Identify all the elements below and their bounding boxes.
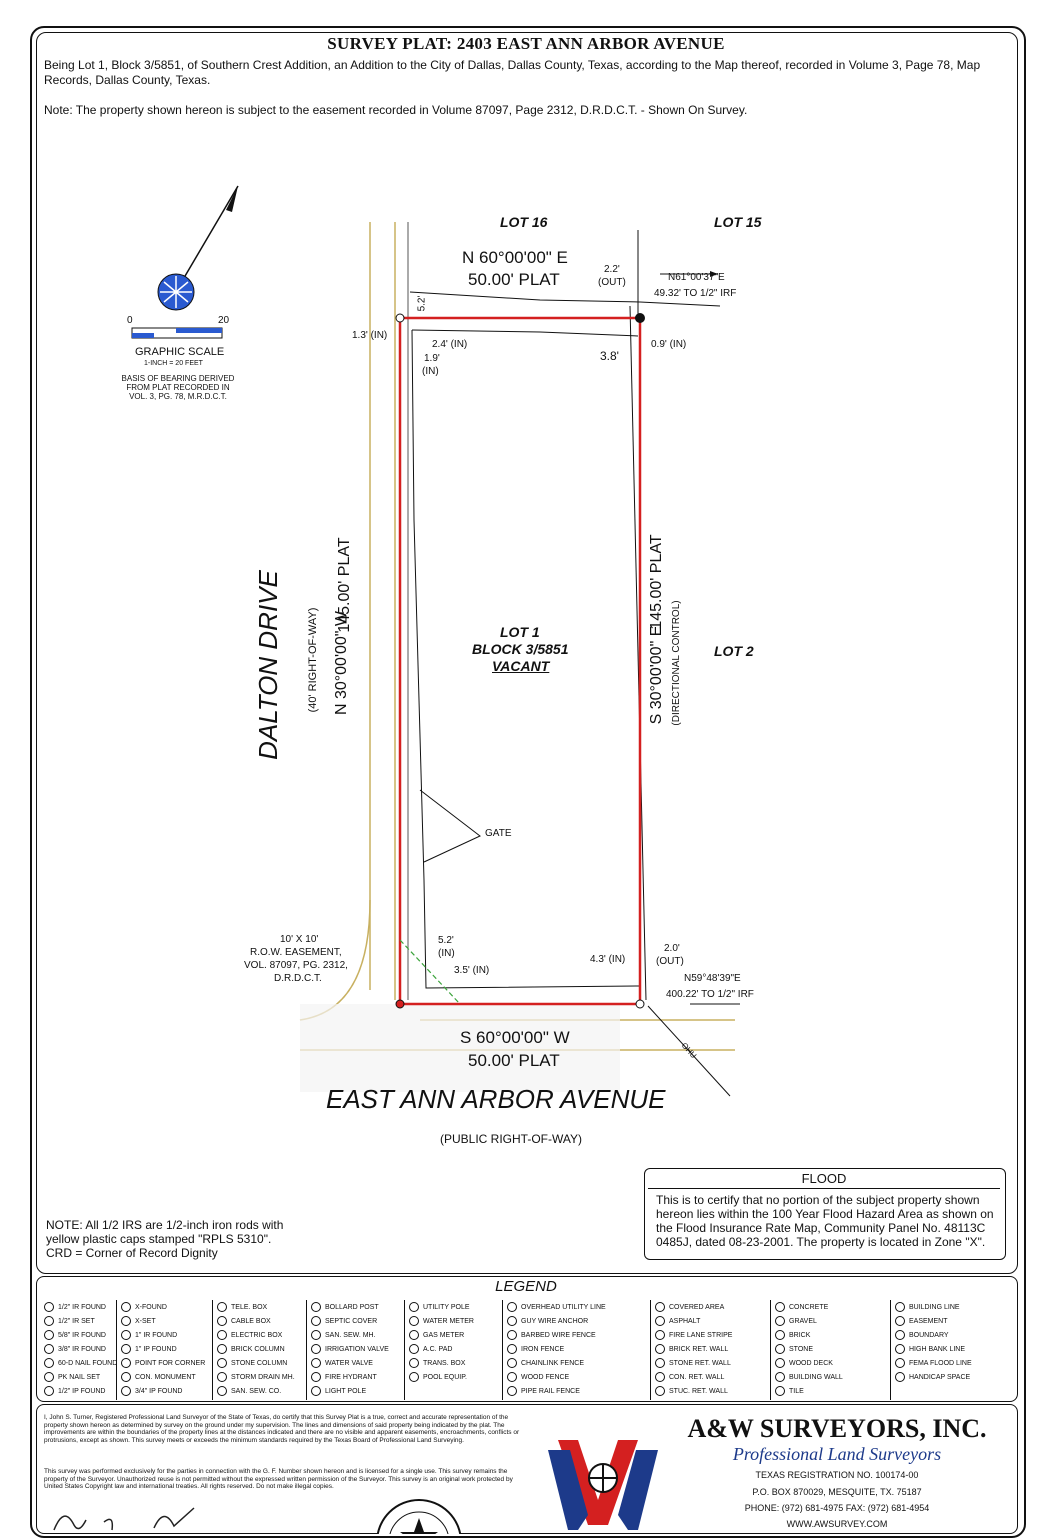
legend-item-label: GAS METER bbox=[423, 1331, 465, 1339]
dim-5-2-bot-in: (IN) bbox=[438, 948, 455, 959]
legend-item-label: HIGH BANK LINE bbox=[909, 1345, 966, 1353]
legend-item-label: BRICK COLUMN bbox=[231, 1345, 285, 1353]
legend-item-label: IRON FENCE bbox=[521, 1345, 565, 1353]
legend-symbol-icon bbox=[44, 1316, 54, 1326]
legend-item bbox=[311, 1372, 377, 1382]
legend-item-label: 1/2" IR SET bbox=[58, 1317, 95, 1325]
legend-item bbox=[895, 1372, 970, 1382]
legend-item bbox=[121, 1344, 177, 1354]
legend-symbol-icon bbox=[655, 1316, 665, 1326]
legend-symbol-icon bbox=[655, 1372, 665, 1382]
legend-symbol-icon bbox=[44, 1330, 54, 1340]
legend-item-label: STONE RET. WALL bbox=[669, 1359, 731, 1367]
easement-note: Note: The property shown hereon is subject to the easement recorded in Volume 87097, Page 2312, D.R.D.C.T. - Shown On Survey. bbox=[44, 103, 748, 117]
legend-item-label: WATER METER bbox=[423, 1317, 474, 1325]
legend-symbol-icon bbox=[409, 1302, 419, 1312]
north-arrow-icon bbox=[158, 186, 238, 310]
legend-symbol-icon bbox=[895, 1330, 905, 1340]
legend-item bbox=[311, 1316, 377, 1326]
flood-heading: FLOOD bbox=[648, 1171, 1000, 1189]
legend-item bbox=[507, 1302, 606, 1312]
legend-item-label: STONE bbox=[789, 1345, 813, 1353]
scale-label: GRAPHIC SCALE bbox=[135, 346, 225, 358]
legend-symbol-icon bbox=[775, 1344, 785, 1354]
dim-2-4-in: 2.4' (IN) bbox=[432, 339, 468, 350]
legend-symbol-icon bbox=[775, 1302, 785, 1312]
ohu-label: OHU bbox=[679, 1040, 699, 1061]
legend-item-label: BUILDING LINE bbox=[909, 1303, 960, 1311]
legend-item-label: 5/8" IR FOUND bbox=[58, 1331, 106, 1339]
legend-item-label: 1/2" IR FOUND bbox=[58, 1303, 106, 1311]
firm-registration: TEXAS REGISTRATION NO. 100174-00 bbox=[755, 1470, 919, 1480]
firm-phone: PHONE: (972) 681-4975 FAX: (972) 681-4954 bbox=[744, 1503, 930, 1513]
legend-item bbox=[507, 1344, 564, 1354]
legend-symbol-icon bbox=[409, 1372, 419, 1382]
legend-symbol-icon bbox=[44, 1302, 54, 1312]
legend-item-label: HANDICAP SPACE bbox=[909, 1373, 971, 1381]
firm-address: P.O. BOX 870029, MESQUITE, TX. 75187 bbox=[752, 1487, 922, 1497]
legend-item bbox=[507, 1386, 580, 1396]
legend-item bbox=[507, 1330, 596, 1340]
legend-symbol-icon bbox=[775, 1316, 785, 1326]
legend-item bbox=[655, 1330, 732, 1340]
legend-item bbox=[775, 1330, 810, 1340]
ne-tie-distance: 49.32' TO 1/2" IRF bbox=[654, 288, 737, 299]
legend-item-label: WATER VALVE bbox=[325, 1359, 373, 1367]
legend-item bbox=[775, 1316, 817, 1326]
legend-item-label: GRAVEL bbox=[789, 1317, 817, 1325]
legend-symbol-icon bbox=[217, 1358, 227, 1368]
legal-description: Being Lot 1, Block 3/5851, of Southern Crest Addition, an Addition to the City of Dallas, Dallas County, Texas, according to the Map thereof, recorded in Volume 3, Page 78, Map Records, Dallas County, Texas. bbox=[44, 58, 981, 87]
legend-item-label: SAN. SEW. CO. bbox=[231, 1387, 282, 1395]
legend-item bbox=[895, 1302, 960, 1312]
legend-item bbox=[311, 1330, 376, 1340]
legend-item bbox=[655, 1302, 724, 1312]
legend-symbol-icon bbox=[507, 1302, 517, 1312]
legend-symbol-icon bbox=[409, 1330, 419, 1340]
legend-item-label: BOUNDARY bbox=[909, 1331, 949, 1339]
easement-label-3: VOL. 87097, PG. 2312, bbox=[244, 960, 348, 971]
legend-item-label: UTILITY POLE bbox=[423, 1303, 470, 1311]
legend-symbol-icon bbox=[655, 1344, 665, 1354]
legend-symbol-icon bbox=[655, 1302, 665, 1312]
legend-item-label: 1" IP FOUND bbox=[135, 1345, 177, 1353]
legend-item-label: CABLE BOX bbox=[231, 1317, 271, 1325]
legend-item-label: FEMA FLOOD LINE bbox=[909, 1359, 972, 1367]
legend-item-label: GUY WIRE ANCHOR bbox=[521, 1317, 589, 1325]
legend-item bbox=[217, 1372, 295, 1382]
legend-item bbox=[895, 1358, 972, 1368]
legend-symbol-icon bbox=[311, 1330, 321, 1340]
legend-item-label: EASEMENT bbox=[909, 1317, 948, 1325]
legend-item bbox=[409, 1358, 465, 1368]
legend-item bbox=[311, 1358, 373, 1368]
flood-text: This is to certify that no portion of the subject property shown hereon lies within the 100 Year Flood Hazard Area as shown on the Flood Insurance Rate Map, Community Panel No. 48113C 0485J, dated 08-23-2001. The property is located in Zone "X". bbox=[656, 1193, 994, 1249]
license-notice: This survey was performed exclusively for the parties in connection with the G. F. Number shown hereon and is licensed for a single use. This survey remains the property of the Surveyor. Unauthorized reuse is not permitted without the expressed written permission of the Surveyor. This survey is an original work protected by United States Copyright law and international treaties. All rights reserved. Do not make illegal copies. bbox=[44, 1468, 513, 1490]
legend-symbol-icon bbox=[895, 1316, 905, 1326]
legend-item bbox=[121, 1358, 205, 1368]
legend-item-label: 3/8" IR FOUND bbox=[58, 1345, 106, 1353]
legend-symbol-icon bbox=[311, 1372, 321, 1382]
legend-item bbox=[44, 1372, 100, 1382]
legend-item-label: BUILDING WALL bbox=[789, 1373, 843, 1381]
legend-symbol-icon bbox=[311, 1358, 321, 1368]
legend-item-label: 1/2" IP FOUND bbox=[58, 1387, 106, 1395]
legend-item bbox=[775, 1302, 828, 1312]
lot-15-label: LOT 15 bbox=[714, 214, 762, 230]
ann-arbor-row-label: (PUBLIC RIGHT-OF-WAY) bbox=[440, 1132, 582, 1146]
legend-item bbox=[655, 1358, 731, 1368]
legend-item-label: X-SET bbox=[135, 1317, 156, 1325]
legend-symbol-icon bbox=[895, 1302, 905, 1312]
north-distance: 50.00' PLAT bbox=[468, 270, 560, 289]
legend-symbol-icon bbox=[409, 1358, 419, 1368]
legend-symbol-icon bbox=[409, 1316, 419, 1326]
legend-item-label: ASPHALT bbox=[669, 1317, 701, 1325]
legend-item bbox=[655, 1344, 728, 1354]
legend-item bbox=[655, 1372, 724, 1382]
dim-1-9-in: (IN) bbox=[422, 366, 439, 377]
scale-zero: 0 bbox=[127, 315, 133, 326]
legend-item bbox=[121, 1330, 177, 1340]
west-distance: 145.00' PLAT bbox=[336, 537, 353, 633]
directional-control: (DIRECTIONAL CONTROL) bbox=[671, 600, 682, 726]
legend-item bbox=[895, 1316, 948, 1326]
legend-symbol-icon bbox=[655, 1386, 665, 1396]
dim-4-3-in: 4.3' (IN) bbox=[590, 954, 626, 965]
legend-symbol-icon bbox=[775, 1372, 785, 1382]
legend-symbol-icon bbox=[44, 1372, 54, 1382]
legend-item bbox=[44, 1330, 106, 1340]
legend-symbol-icon bbox=[217, 1386, 227, 1396]
legend-symbol-icon bbox=[507, 1358, 517, 1368]
bearing-basis: BASIS OF BEARING DERIVED FROM PLAT RECORDED IN VOL. 3, PG. 78, M.R.D.C.T. bbox=[121, 374, 235, 401]
legend-symbol-icon bbox=[507, 1330, 517, 1340]
legend-symbol-icon bbox=[507, 1316, 517, 1326]
legend-symbol-icon bbox=[44, 1386, 54, 1396]
legend-item-label: SAN. SEW. MH. bbox=[325, 1331, 376, 1339]
legend-item-label: WOOD DECK bbox=[789, 1359, 833, 1367]
legend-item bbox=[775, 1386, 804, 1396]
legend-column bbox=[116, 1300, 213, 1400]
dim-1-9: 1.9' bbox=[424, 353, 440, 364]
legend-symbol-icon bbox=[895, 1344, 905, 1354]
legend-symbol-icon bbox=[44, 1358, 54, 1368]
legend-item-label: 1" IR FOUND bbox=[135, 1331, 178, 1339]
legend-symbol-icon bbox=[121, 1302, 131, 1312]
legend-item-label: BOLLARD POST bbox=[325, 1303, 379, 1311]
se-tie-distance: 400.22' TO 1/2" IRF bbox=[666, 989, 754, 1000]
legend-symbol-icon bbox=[217, 1344, 227, 1354]
legend-column bbox=[502, 1300, 651, 1400]
legend-item-label: STORM DRAIN MH. bbox=[231, 1373, 295, 1381]
lot-16-label: LOT 16 bbox=[500, 214, 548, 230]
legend-symbol-icon bbox=[655, 1358, 665, 1368]
company-logo bbox=[548, 1420, 658, 1530]
legend-symbol-icon bbox=[121, 1330, 131, 1340]
dalton-row-label: (40' RIGHT-OF-WAY) bbox=[307, 607, 319, 713]
legend-item-label: BRICK bbox=[789, 1331, 811, 1339]
legend-symbol-icon bbox=[775, 1330, 785, 1340]
legend-item-label: POINT FOR CORNER bbox=[135, 1359, 206, 1367]
legend-symbol-icon bbox=[121, 1358, 131, 1368]
legend-item bbox=[507, 1372, 569, 1382]
legend-item-label: TRANS. BOX bbox=[423, 1359, 466, 1367]
south-distance: 50.00' PLAT bbox=[468, 1051, 560, 1070]
dim-5-2-bot: 5.2' bbox=[438, 935, 454, 946]
legend-item-label: CONCRETE bbox=[789, 1303, 829, 1311]
legend-item bbox=[895, 1344, 965, 1354]
legend-heading: LEGEND bbox=[495, 1278, 557, 1295]
se-tie-bearing: N59°48'39"E bbox=[684, 973, 741, 984]
legend-symbol-icon bbox=[311, 1316, 321, 1326]
dim-1-3-in: 1.3' (IN) bbox=[352, 330, 388, 341]
plat-title: SURVEY PLAT: 2403 EAST ANN ARBOR AVENUE bbox=[327, 34, 725, 53]
lot-2-label: LOT 2 bbox=[714, 643, 754, 659]
dim-2-2-out: (OUT) bbox=[598, 277, 626, 288]
legend-symbol-icon bbox=[311, 1302, 321, 1312]
legend-item-label: FIRE LANE STRIPE bbox=[669, 1331, 733, 1339]
legend-item-label: TILE bbox=[789, 1387, 804, 1395]
legend-item-label: WOOD FENCE bbox=[521, 1373, 570, 1381]
north-bearing: N 60°00'00" E bbox=[462, 248, 568, 267]
legend-item-label: FIRE HYDRANT bbox=[325, 1373, 377, 1381]
easement-label-2: R.O.W. EASEMENT, bbox=[250, 947, 342, 958]
legend-item bbox=[217, 1344, 285, 1354]
gate-label: GATE bbox=[485, 828, 512, 839]
dim-3-8: 3.8' bbox=[600, 349, 619, 363]
dim-5-2-top: 5.2' bbox=[416, 295, 428, 312]
south-bearing: S 60°00'00" W bbox=[460, 1028, 570, 1047]
legend-item bbox=[409, 1330, 464, 1340]
legend-symbol-icon bbox=[895, 1358, 905, 1368]
legend-item bbox=[121, 1372, 196, 1382]
legend-item bbox=[311, 1344, 389, 1354]
legend-item bbox=[217, 1330, 282, 1340]
legend-column bbox=[404, 1300, 503, 1400]
legend-symbol-icon bbox=[895, 1372, 905, 1382]
legend-item bbox=[44, 1344, 106, 1354]
legend-item-label: ELECTRIC BOX bbox=[231, 1331, 283, 1339]
legend-symbol-icon bbox=[507, 1344, 517, 1354]
legend-item-label: BARBED WIRE FENCE bbox=[521, 1331, 596, 1339]
easement-label-4: D.R.D.C.T. bbox=[274, 973, 322, 984]
legend-symbol-icon bbox=[775, 1358, 785, 1368]
legend-symbol-icon bbox=[507, 1386, 517, 1396]
legend-column bbox=[650, 1300, 771, 1400]
signature bbox=[44, 1500, 224, 1534]
irs-note bbox=[46, 1218, 306, 1260]
irs-note-line1: NOTE: All 1/2 IRS are 1/2-inch iron rods with yellow plastic caps stamped "RPLS 5310". bbox=[46, 1218, 284, 1246]
legend-item-label: SEPTIC COVER bbox=[325, 1317, 378, 1325]
legend-item bbox=[775, 1372, 843, 1382]
legend-item-label: X-FOUND bbox=[135, 1303, 167, 1311]
legend-item-label: CON. RET. WALL bbox=[669, 1373, 725, 1381]
easement-label-1: 10' X 10' bbox=[280, 934, 319, 945]
legend-item-label: 60-D NAIL FOUND bbox=[58, 1359, 118, 1367]
legend-item bbox=[507, 1358, 584, 1368]
legend-item-label: BRICK RET. WALL bbox=[669, 1345, 729, 1353]
graphic-scale-bar bbox=[132, 328, 222, 338]
legend-symbol-icon bbox=[121, 1316, 131, 1326]
legend-column bbox=[212, 1300, 307, 1400]
legend-item-label: STONE COLUMN bbox=[231, 1359, 288, 1367]
legend-item-label: TELE. BOX bbox=[231, 1303, 268, 1311]
dim-2-0-out: (OUT) bbox=[656, 956, 684, 967]
legend-symbol-icon bbox=[217, 1372, 227, 1382]
legend-item bbox=[217, 1302, 267, 1312]
legend-item bbox=[311, 1302, 379, 1312]
west-bearing: N 30°00'00" W bbox=[333, 610, 350, 716]
legend-item-label: LIGHT POLE bbox=[325, 1387, 367, 1395]
legend-item-label: COVERED AREA bbox=[669, 1303, 725, 1311]
east-distance: 145.00' PLAT bbox=[648, 534, 665, 630]
legend-symbol-icon bbox=[507, 1372, 517, 1382]
legend-column bbox=[890, 1300, 1019, 1400]
legend-item bbox=[44, 1358, 117, 1368]
legend-item bbox=[507, 1316, 588, 1326]
irs-note-line2: CRD = Corner of Record Dignity bbox=[46, 1246, 218, 1260]
legend-item-label: A.C. PAD bbox=[423, 1345, 453, 1353]
lot-1-label: LOT 1 bbox=[500, 624, 540, 640]
legend-item bbox=[44, 1386, 105, 1396]
legend-column bbox=[770, 1300, 891, 1400]
legend-item bbox=[44, 1316, 95, 1326]
firm-name: A&W SURVEYORS, INC. bbox=[687, 1414, 987, 1443]
legend-symbol-icon bbox=[655, 1330, 665, 1340]
legend-symbol-icon bbox=[311, 1344, 321, 1354]
dim-0-9-in: 0.9' (IN) bbox=[651, 339, 687, 350]
legend-item bbox=[775, 1344, 813, 1354]
legend-item bbox=[217, 1358, 287, 1368]
surveyor-seal bbox=[372, 1494, 466, 1534]
legend-grid bbox=[40, 1300, 1018, 1400]
legend-symbol-icon bbox=[121, 1372, 131, 1382]
legend-item-label: OVERHEAD UTILITY LINE bbox=[521, 1303, 606, 1311]
ne-tie-bearing: N61°00'37"E bbox=[668, 272, 725, 283]
legend-item bbox=[409, 1344, 452, 1354]
legend-item-label: POOL EQUIP. bbox=[423, 1373, 467, 1381]
block-label: BLOCK 3/5851 bbox=[472, 641, 569, 657]
legend-item bbox=[655, 1386, 728, 1396]
legend-item-label: PIPE RAIL FENCE bbox=[521, 1387, 580, 1395]
ann-arbor-label: EAST ANN ARBOR AVENUE bbox=[326, 1084, 666, 1114]
legend-item-label: CON. MONUMENT bbox=[135, 1373, 196, 1381]
legend-item bbox=[409, 1316, 474, 1326]
legend-item-label: STUC. RET. WALL bbox=[669, 1387, 728, 1395]
scale-twenty: 20 bbox=[218, 315, 230, 326]
dim-2-0: 2.0' bbox=[664, 943, 680, 954]
firm-tagline: Professional Land Surveyors bbox=[732, 1444, 942, 1464]
vacant-label: VACANT bbox=[492, 658, 550, 674]
legend-item bbox=[121, 1386, 182, 1396]
surveyor-certification: I, John S. Turner, Registered Professional Land Surveyor of the State of Texas, do certify that this Survey Plat is a true, correct and accurate representation of the property shown hereon as determined by survey on the ground under my supervision. The lines and dimensions of said property being indicated by the plat. The improvements are within the boundaries of the property lines at the distances indicated and there are no visible and apparent easements, encroachments, conflicts or protrusions, except as shown. This survey meets or exceeds the minimum standards required by the Texas Board of Professional Land Surveying. bbox=[44, 1414, 520, 1444]
legend-item bbox=[311, 1386, 366, 1396]
legend-item bbox=[217, 1316, 271, 1326]
legend-symbol-icon bbox=[121, 1344, 131, 1354]
legend-symbol-icon bbox=[121, 1386, 131, 1396]
legend-column bbox=[306, 1300, 405, 1400]
firm-website: WWW.AWSURVEY.COM bbox=[786, 1519, 888, 1529]
dalton-drive-label: DALTON DRIVE bbox=[253, 570, 283, 760]
legend-symbol-icon bbox=[217, 1302, 227, 1312]
legend-symbol-icon bbox=[409, 1344, 419, 1354]
legend-item bbox=[655, 1316, 700, 1326]
legend-item bbox=[121, 1316, 156, 1326]
legend-item-label: IRRIGATION VALVE bbox=[325, 1345, 389, 1353]
legend-symbol-icon bbox=[44, 1344, 54, 1354]
legend-item bbox=[409, 1372, 467, 1382]
legend-symbol-icon bbox=[775, 1386, 785, 1396]
legend-symbol-icon bbox=[217, 1316, 227, 1326]
legend-item-label: 3/4" IP FOUND bbox=[135, 1387, 183, 1395]
legend-item bbox=[44, 1302, 106, 1312]
legend-item bbox=[409, 1302, 470, 1312]
legend-item bbox=[775, 1358, 833, 1368]
scale-ratio: 1-INCH = 20 FEET bbox=[144, 360, 203, 367]
legend-symbol-icon bbox=[311, 1386, 321, 1396]
legend-item bbox=[217, 1386, 281, 1396]
legend-item bbox=[895, 1330, 949, 1340]
legend-symbol-icon bbox=[217, 1330, 227, 1340]
legend-item bbox=[121, 1302, 167, 1312]
legend-item-label: CHAINLINK FENCE bbox=[521, 1359, 585, 1367]
dim-2-2: 2.2' bbox=[604, 264, 620, 275]
legend-column bbox=[40, 1300, 116, 1400]
legend-item-label: PK NAIL SET bbox=[58, 1373, 101, 1381]
dim-3-5-in: 3.5' (IN) bbox=[454, 965, 490, 976]
east-bearing: S 30°00'00" E bbox=[648, 625, 665, 725]
